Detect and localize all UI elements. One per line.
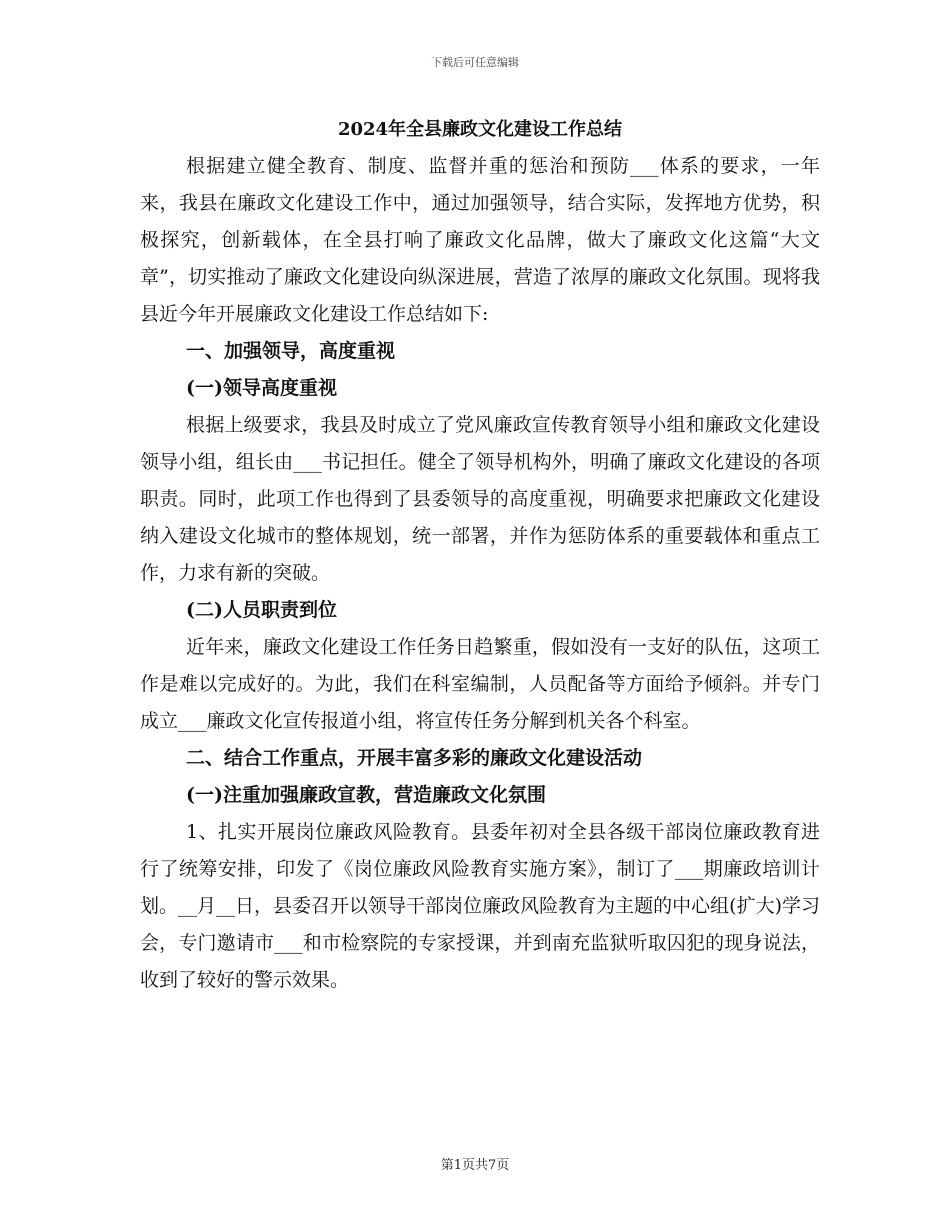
page-footer: 第1页共7页 <box>440 1158 510 1173</box>
page-header: 下载后可任意编辑 <box>431 56 519 69</box>
document-body <box>140 112 820 999</box>
paragraph-1-1: 根据上级要求，我县及时成立了党风廉政宣传教育领导小组和廉政文化建设领导小组，组长由___书记担任。健全了领导机构外，明确了廉政文化建设的各项职责。同时，此项工作也得到了县委领导的高度重视，明确要求把廉政文化建设纳入建设文化城市的整体规划，统一部署，并作为惩防体系的重要载体和重点工作，力求有新的突破。 <box>140 414 820 584</box>
intro-paragraph: 根据建立健全教育、制度、监督并重的惩治和预防___体系的要求，一年来，我县在廉政文化建设工作中，通过加强领导，结合实际，发挥地方优势，积极探究，创新载体，在全县打响了廉政文化品牌，做大了廉政文化这篇“大文章”，切实推动了廉政文化建设向纵深进展，营造了浓厚的廉政文化氛围。现将我县近今年开展廉政文化建设工作总结如下: <box>140 155 820 325</box>
subsection-heading-2-1: (一)注重加强廉政宣教，营造廉政文化氛围 <box>186 784 546 806</box>
paragraph-2-1: 1、扎实开展岗位廉政风险教育。县委年初对全县各级干部岗位廉政教育进行了统筹安排，印发了《岗位廉政风险教育实施方案》，制订了___期廉政培训计划。__月__日，县委召开以领导干部岗位廉政风险教育为主题的中心组(扩大)学习会，专门邀请市___和市检察院的专家授课，并到南充监狱听取囚犯的现身说法，收到了较好的警示效果。 <box>140 821 820 991</box>
subsection-heading-1-2: (二)人员职责到位 <box>186 599 337 621</box>
document-title: 2024年全县廉政文化建设工作总结 <box>337 119 623 140</box>
subsection-heading-1-1: (一)领导高度重视 <box>186 377 337 399</box>
section-heading-1: 一、加强领导，高度重视 <box>186 340 396 362</box>
paragraph-1-2: 近年来，廉政文化建设工作任务日趋繁重，假如没有一支好的队伍，这项工作是难以完成好的。为此，我们在科室编制，人员配备等方面给予倾斜。并专门成立___廉政文化宣传报道小组，将宣传任务分解到机关各个科室。 <box>140 636 820 732</box>
section-heading-2: 二、结合工作重点，开展丰富多彩的廉政文化建设活动 <box>186 747 643 769</box>
